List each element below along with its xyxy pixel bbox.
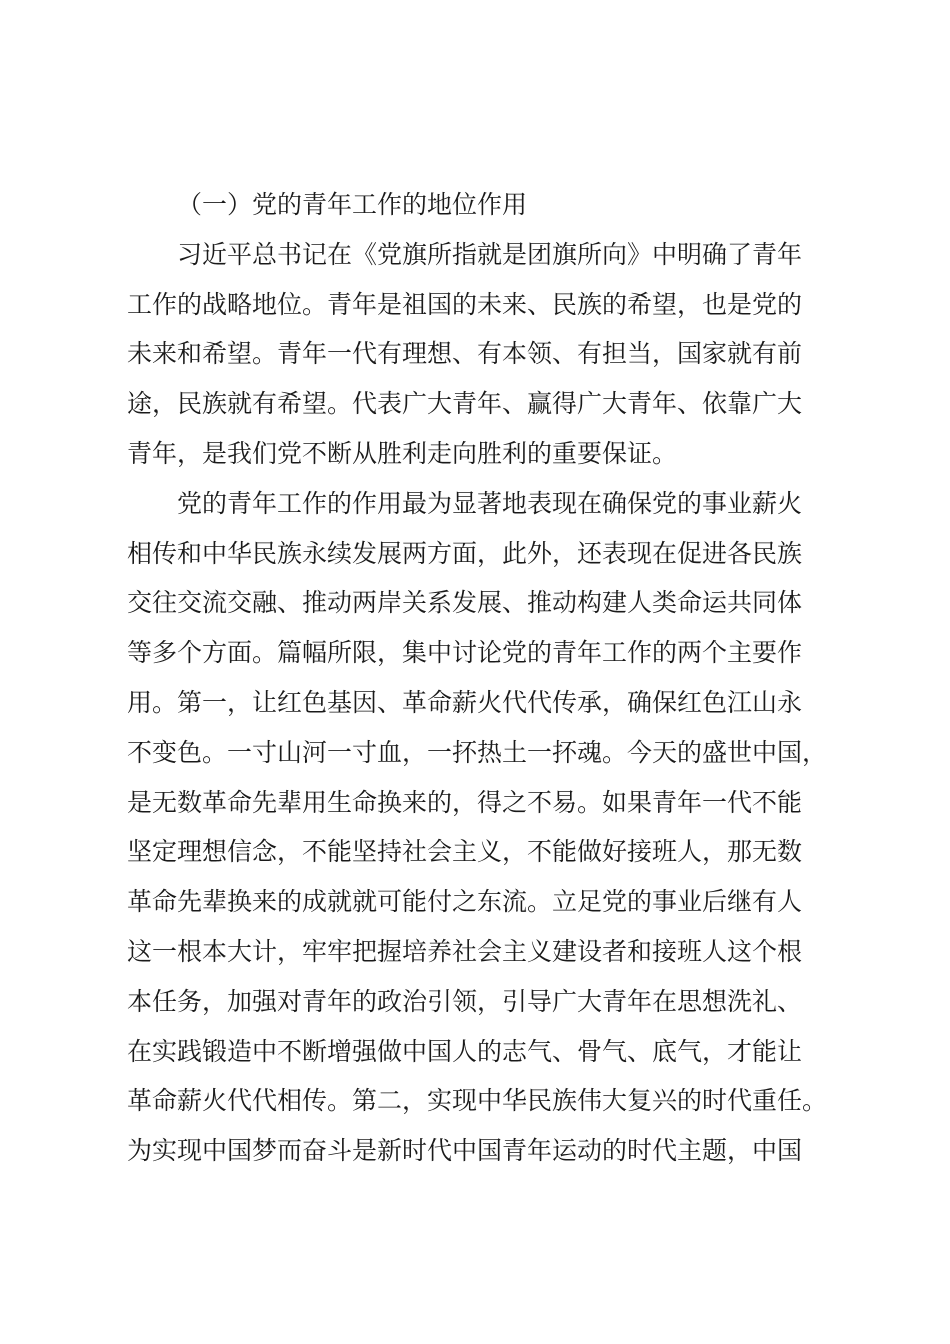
paragraph-1-line-2: 工作的战略地位。青年是祖国的未来、民族的希望，也是党的 (127, 289, 803, 319)
paragraph-2-line-11: 本任务，加强对青年的政治引领，引导广大青年在思想洗礼、 (127, 986, 803, 1016)
paragraph-2-line-7: 是无数革命先辈用生命换来的，得之不易。如果青年一代不能 (127, 787, 803, 817)
paragraph-1-line-5: 青年，是我们党不断从胜利走向胜利的重要保证。 (127, 438, 678, 468)
paragraph-2-line-14: 为实现中国梦而奋斗是新时代中国青年运动的时代主题，中国 (127, 1136, 803, 1166)
paragraph-1-line-4: 途，民族就有希望。代表广大青年、赢得广大青年、依靠广大 (127, 389, 803, 419)
paragraph-2-line-5: 用。第一，让红色基因、革命薪火代代传承，确保红色江山永 (127, 687, 803, 717)
paragraph-2-line-1: 党的青年工作的作用最为显著地表现在确保党的事业薪火 (177, 488, 803, 518)
section-heading: （一）党的青年工作的地位作用 (177, 190, 528, 219)
paragraph-2-line-3: 交往交流交融、推动两岸关系发展、推动构建人类命运共同体 (127, 588, 803, 618)
paragraph-2-line-9: 革命先辈换来的成就就可能付之东流。立足党的事业后继有人 (127, 887, 803, 917)
body-text (127, 180, 852, 1176)
paragraph-2-line-12: 在实践锻造中不断增强做中国人的志气、骨气、底气，才能让 (127, 1036, 803, 1066)
paragraph-2-line-8: 坚定理想信念，不能坚持社会主义，不能做好接班人，那无数 (127, 837, 803, 867)
paragraph-1-line-1: 习近平总书记在《党旗所指就是团旗所向》中明确了青年 (177, 239, 803, 269)
paragraph-2-line-13: 革命薪火代代相传。第二，实现中华民族伟大复兴的时代重任。 (127, 1086, 828, 1116)
paragraph-1-line-3: 未来和希望。青年一代有理想、有本领、有担当，国家就有前 (127, 339, 803, 369)
paragraph-2-line-10: 这一根本大计，牢牢把握培养社会主义建设者和接班人这个根 (127, 936, 803, 966)
paragraph-2-line-6: 不变色。一寸山河一寸血，一抔热土一抔魂。今天的盛世中国， (127, 737, 828, 767)
paragraph-2-line-2: 相传和中华民族永续发展两方面，此外，还表现在促进各民族 (127, 538, 803, 568)
paragraph-2-line-4: 等多个方面。篇幅所限，集中讨论党的青年工作的两个主要作 (127, 638, 803, 668)
